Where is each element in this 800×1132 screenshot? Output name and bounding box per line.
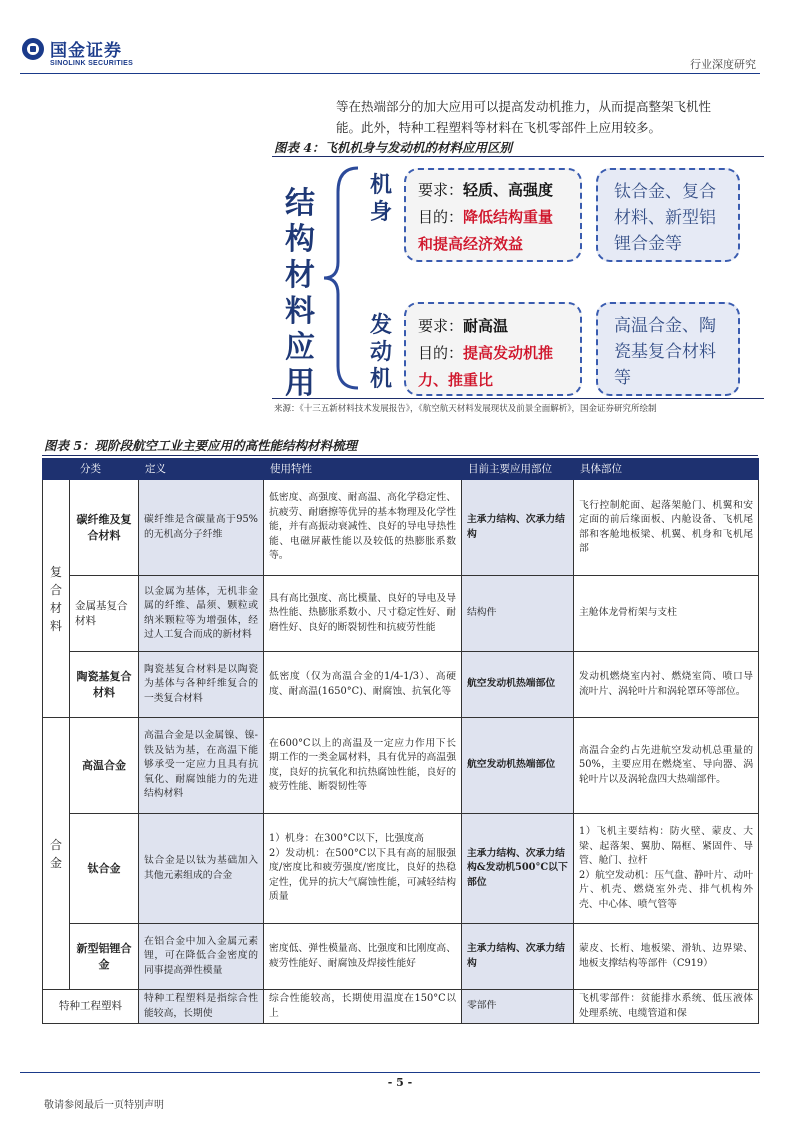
table-row xyxy=(43,990,759,1024)
row-properties: 在600°C以上的高温及一定应力作用下长期工作的一类金属材料，具有优异的高温强度，良好的抗氧化和抗热腐蚀性能，良好的疲劳性能、断裂韧性等 xyxy=(264,718,462,814)
engine-goal-prefix: 目的： xyxy=(418,344,464,362)
row-properties: 低密度（仅为高温合金的1/4-1/3）、高硬度、耐高温(1650°C)、耐腐蚀、抗氧化等 xyxy=(264,652,462,718)
engine-req-line xyxy=(418,313,580,340)
body-req-value: 轻质、高强度 xyxy=(463,181,554,199)
page-header xyxy=(0,0,800,76)
body-requirement-box xyxy=(404,168,582,262)
footer-divider xyxy=(20,1072,760,1073)
row-name: 新型铝锂合金 xyxy=(70,924,139,990)
table-row xyxy=(43,652,759,718)
page-number: - 5 - xyxy=(387,1076,413,1089)
row-name: 陶瓷基复合材料 xyxy=(70,652,139,718)
body-goal-part1: 降低结构重量 xyxy=(463,208,554,226)
row-name: 高温合金 xyxy=(70,718,139,814)
row-application: 航空发动机热端部位 xyxy=(462,652,574,718)
engine-req-prefix: 要求： xyxy=(418,317,464,335)
row-application: 主承力结构、次承力结构 xyxy=(462,480,574,576)
row-properties: 密度低、弹性模量高、比强度和比刚度高、疲劳性能好、耐腐蚀及焊接性能好 xyxy=(264,924,462,990)
intro-paragraph xyxy=(336,96,776,138)
header-application: 目前主要应用部位 xyxy=(462,459,574,480)
engine-req-value: 耐高温 xyxy=(463,317,509,335)
engine-label: 发动机 xyxy=(369,313,392,392)
row-application: 航空发动机热端部位 xyxy=(462,718,574,814)
row-parts: 蒙皮、长桁、地板梁、滑轨、边界梁、地板支撑结构等部件（C919） xyxy=(574,924,759,990)
body-goal-part2: 和提高经济效益 xyxy=(418,235,524,253)
engine-materials-line1: 高温合金、陶 xyxy=(614,316,716,336)
engine-materials-line3: 等 xyxy=(614,368,631,388)
figure5-title: 图表 5：现阶段航空工业主要应用的高性能结构材料梳理 xyxy=(44,438,358,453)
engine-requirement-box xyxy=(404,302,582,396)
row-parts: 1）飞机主要结构：防火壁、蒙皮、大梁、起落架、翼肋、隔框、紧固件、导管、舱门、拉杆 2）航空发动机：压气盘、静叶片、动叶片、机壳、燃烧室外壳、排气机构外壳、中心体、喷气管等 xyxy=(574,814,759,924)
header-divider xyxy=(20,73,760,74)
figure4-main-label: 结构材料应用 xyxy=(285,186,315,401)
row-properties: 低密度、高强度、耐高温、高化学稳定性、抗疲劳、耐磨擦等优异的基本物理及化学性能，并有高振动衰减性、良好的导电导热性能、电磁屏蔽性能以及较低的热膨胀系数等。 xyxy=(264,480,462,576)
figure4-top-rule xyxy=(272,156,764,157)
body-req-prefix: 要求： xyxy=(418,181,464,199)
table-row xyxy=(43,924,759,990)
body-materials-line1: 钛合金、复合 xyxy=(614,182,716,202)
row-definition: 在铝合金中加入金属元素锂，可在降低合金密度的同事提高弹性模量 xyxy=(139,924,264,990)
header-definition: 定义 xyxy=(139,459,264,480)
row-name: 碳纤维及复合材料 xyxy=(70,480,139,576)
row-definition: 钛合金是以钛为基础加入其他元素组成的合金 xyxy=(139,814,264,924)
row-application: 主承力结构、次承力结构&发动机500°C以下部位 xyxy=(462,814,574,924)
row-application: 主承力结构、次承力结构 xyxy=(462,924,574,990)
header-category: 分类 xyxy=(43,459,139,480)
footer-disclaimer: 敬请参阅最后一页特别声明 xyxy=(44,1100,164,1111)
row-properties: 1）机身：在300°C以下，比强度高 2）发动机：在500°C以下具有高的屈服强度/密度比和疲劳强度/密度比，良好的热稳定性，优异的抗大气腐蚀性能，可减轻结构质量 xyxy=(264,814,462,924)
row-parts: 高温合金约占先进航空发动机总重量的50%，主要应用在燃烧室、导向器、涡轮叶片以及涡轮盘四大热端部件。 xyxy=(574,718,759,814)
row-parts: 主舱体龙骨桁架与支柱 xyxy=(574,576,759,652)
engine-goal-part1: 提高发动机推 xyxy=(463,344,554,362)
row-parts: 飞机零部件：贫能排水系统、低压液体处理系统、电缆管道和保 xyxy=(574,990,759,1024)
figure5-top-rule xyxy=(42,455,758,456)
table-header-row xyxy=(43,459,759,480)
table-row xyxy=(43,576,759,652)
row-application: 零部件 xyxy=(462,990,574,1024)
body-materials-line2: 材料、新型铝 xyxy=(614,208,716,228)
row-name: 金属基复合材料 xyxy=(70,576,139,652)
intro-line-2: 能。此外，特种工程塑料等材料在飞机零部件上应用较多。 xyxy=(336,120,662,135)
row-application: 结构件 xyxy=(462,576,574,652)
body-goal-prefix: 目的： xyxy=(418,208,464,226)
brace-path xyxy=(324,168,358,388)
row-parts: 发动机燃烧室内衬、燃烧室筒、喷口导流叶片、涡轮叶片和涡轮罩环等部位。 xyxy=(574,652,759,718)
body-req-line xyxy=(418,177,580,204)
logo-chinese-name: 国金证券 xyxy=(50,41,122,61)
logo-english-name: SINOLINK SECURITIES xyxy=(50,60,134,67)
engine-materials-line2: 瓷基复合材料 xyxy=(614,342,716,362)
header-parts: 具体部位 xyxy=(574,459,759,480)
row-parts: 飞行控制舵面、起落架舱门、机翼和安定面的前后缘面板、内舱设备、飞机尾部和客舱地板梁、机翼、机身和飞机尾部 xyxy=(574,480,759,576)
body-goal-line xyxy=(418,204,580,231)
row-definition: 高温合金是以金属镍、镍-铁及钴为基，在高温下能够承受一定应力且具有抗氧化、耐腐蚀能力的先进结构材料 xyxy=(139,718,264,814)
row-definition: 以金属为基体，无机非金属的纤维、晶须、颗粒或纳米颗粒等为增强体，经过人工复合而成的新材料 xyxy=(139,576,264,652)
table-row xyxy=(43,814,759,924)
report-type-label: 行业深度研究 xyxy=(690,58,756,71)
table-row xyxy=(43,718,759,814)
intro-line-1: 等在热端部分的加大应用可以提高发动机推力，从而提高整架飞机性 xyxy=(336,99,712,114)
body-materials-line3: 锂合金等 xyxy=(614,234,682,254)
engine-materials-box xyxy=(596,302,740,396)
row-definition: 陶瓷基复合材料是以陶瓷为基体与各种纤维复合的一类复合材料 xyxy=(139,652,264,718)
engine-goal-line xyxy=(418,340,580,367)
group-alloy: 合金 xyxy=(43,718,70,990)
table-row xyxy=(43,480,759,576)
header-properties: 使用特性 xyxy=(264,459,462,480)
figure4-title: 图表 4：飞机机身与发动机的材料应用区别 xyxy=(274,140,513,155)
body-label: 机身 xyxy=(369,173,392,225)
figure4-source: 来源：《十三五新材料技术发展报告》，《航空航天材料发展现状及前景全面解析》，国金证券研究所绘制 xyxy=(274,404,657,414)
row-properties: 具有高比强度、高比模量、良好的导电及导热性能、热膨胀系数小、尺寸稳定性好、耐磨性好、良好的断裂韧性和抗疲劳性能 xyxy=(264,576,462,652)
row-name: 钛合金 xyxy=(70,814,139,924)
row-properties: 综合性能较高，长期使用温度在150°C以上 xyxy=(264,990,462,1024)
body-materials-box xyxy=(596,168,740,262)
figure4-bottom-rule xyxy=(272,398,764,399)
engine-goal-part2: 力、推重比 xyxy=(418,371,494,389)
row-definition: 特种工程塑料是指综合性能较高，长期使 xyxy=(139,990,264,1024)
materials-table xyxy=(42,458,759,1024)
row-name: 特种工程塑料 xyxy=(43,990,139,1024)
row-definition: 碳纤维是含碳量高于95%的无机高分子纤维 xyxy=(139,480,264,576)
sinolink-logo-icon xyxy=(22,38,44,60)
group-composite: 复合材料 xyxy=(43,480,70,718)
